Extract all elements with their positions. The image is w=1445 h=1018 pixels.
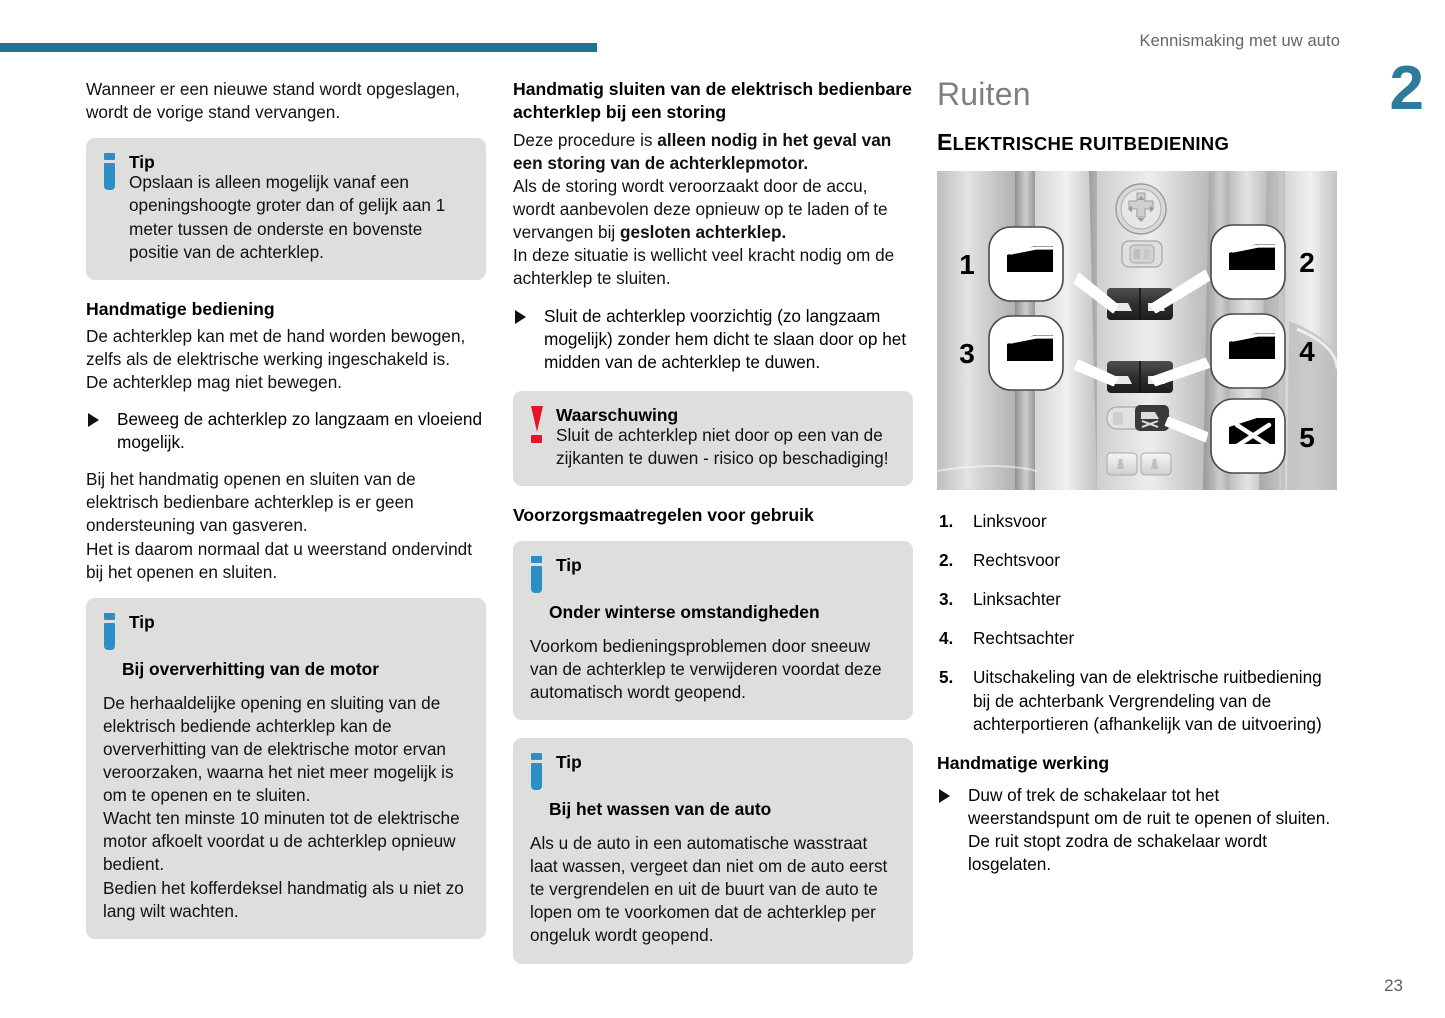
- tip-box-header: [103, 611, 469, 650]
- triangle-bullet-icon: [515, 310, 526, 324]
- warning-body: Sluit de achterklep niet door op een van de zijkanten te duwen - risico op beschadiging!: [556, 424, 889, 469]
- list-item-number: 2.: [939, 550, 954, 571]
- list-item-number: 4.: [939, 628, 954, 649]
- info-icon: [103, 151, 116, 190]
- paragraph-procedure-1-bold: alleen nodig in het geval van een storing van de achterklepmotor.: [513, 129, 892, 173]
- door-panel-window-switches-illustration: [937, 171, 1337, 490]
- list-item-label: Linksvoor: [973, 510, 1047, 531]
- tip-body: Voorkom bedieningsproblemen door sneeuw van de achterklep te verwijderen voordat deze automatisch wordt geopend.: [530, 635, 882, 703]
- paragraph-manual-1: De achterklep kan met de hand worden bewogen, zelfs als de elektrische werking ingeschakeld is.: [86, 325, 466, 369]
- paragraph-procedure-2-plain: Als de storing wordt veroorzaakt door de accu, wordt aanbevolen deze opnieuw op te laden of te vervangen bij: [513, 175, 888, 243]
- tip-title: Tip: [129, 611, 155, 632]
- list-item: [937, 549, 1337, 572]
- list-item: [937, 666, 1337, 735]
- chapter-number: 2: [1389, 54, 1423, 123]
- tip-box-winter: [513, 541, 913, 720]
- list-item-label: Uitschakeling van de elektrische ruitbediening bij de achterbank Vergrendeling van de achterportieren (afhankelijk van de uitvoering): [973, 667, 1322, 734]
- running-head: Kennismaking met uw auto: [1139, 32, 1340, 50]
- info-icon: [103, 611, 116, 650]
- tip-title: Tip: [556, 752, 582, 773]
- warning-title: Waarschuwing: [556, 404, 679, 425]
- header-accent-bar: [0, 43, 597, 52]
- tip-title: Tip: [129, 152, 155, 173]
- paragraph-manual-3: Bij het handmatig openen en sluiten van de elektrisch bedienbare achterklep is er geen ondersteuning van gasveren.: [86, 469, 416, 536]
- callout-number-3: 3: [959, 337, 975, 369]
- paragraph-procedure-1-plain: Deze procedure is: [513, 129, 658, 150]
- window-switch-legend-list: [937, 510, 1337, 736]
- info-icon: [530, 751, 543, 790]
- tip-box-header: [530, 751, 896, 790]
- paragraph-procedure-3: In deze situatie is wellicht veel kracht nodig om de achterklep te sluiten.: [513, 245, 895, 289]
- tip-body: Opslaan is alleen mogelijk vanaf een openingshoogte groter dan of gelijk aan 1 meter tussen de onderste en bovenste positie van de achterklep.: [129, 172, 446, 262]
- paragraph-procedure-2: [513, 175, 913, 244]
- heading-manual-operation: Handmatige bediening: [86, 298, 275, 319]
- list-item-label: Rechtsvoor: [973, 550, 1060, 571]
- bullet-text: Beweeg de achterklep zo langzaam en vloeiend mogelijk.: [117, 408, 482, 453]
- heading-precautions: Voorzorgsmaatregelen voor gebruik: [513, 505, 814, 526]
- bullet-text: Duw of trek de schakelaar tot het weerstandspunt om de ruit te openen of sluiten. De ruit stopt zodra de schakelaar wordt losgelaten.: [968, 784, 1331, 874]
- list-item: [937, 588, 1337, 611]
- bullet-window-switch: [937, 784, 1337, 877]
- heading-manual-operation-windows: Handmatige werking: [937, 752, 1110, 773]
- list-item-number: 5.: [939, 667, 954, 688]
- list-item-label: Rechtsachter: [973, 628, 1075, 649]
- column-one: [86, 78, 486, 957]
- info-icon: [530, 554, 543, 593]
- tip-title: Tip: [556, 555, 582, 576]
- paragraph-procedure-1: [513, 129, 913, 175]
- tip-box-car-wash: [513, 738, 913, 963]
- bullet-move-tailgate: [86, 408, 486, 454]
- section-title: Ruiten: [937, 76, 1031, 112]
- list-item-number: 3.: [939, 589, 954, 610]
- triangle-bullet-icon: [88, 413, 99, 427]
- subsection-title-first-letter: E: [937, 128, 953, 155]
- callout-number-4: 4: [1299, 335, 1315, 367]
- list-item: [937, 627, 1337, 650]
- tip-body: Als u de auto in een automatische wasstraat laat wassen, vergeet dan niet om de auto eerst te vergrendelen en uit de buurt van de auto te lopen om te voorkomen dat de achterklep per ongeluk wordt geopend.: [530, 832, 888, 946]
- tip-body-2: Wacht ten minste 10 minuten tot de elektrische motor afkoelt voordat u de achterklep opnieuw bedient.: [103, 808, 460, 875]
- list-item: [937, 510, 1337, 533]
- column-two: [513, 78, 913, 982]
- callout-number-5: 5: [1299, 421, 1315, 453]
- page-number: 23: [1384, 976, 1403, 995]
- tip-subtitle: Onder winterse omstandigheden: [549, 602, 820, 623]
- paragraph-manual-4: Het is daarom normaal dat u weerstand ondervindt bij het openen en sluiten.: [86, 538, 472, 582]
- tip-box-header: [530, 554, 896, 593]
- intro-paragraph: Wanneer er een nieuwe stand wordt opgeslagen, wordt de vorige stand vervangen.: [86, 79, 460, 123]
- tip-box-saving: [86, 138, 486, 280]
- list-item-number: 1.: [939, 510, 954, 531]
- subsection-title-rest: LEKTRISCHE RUITBEDIENING: [952, 132, 1230, 154]
- paragraph-procedure-2-bold: gesloten achterklep.: [620, 222, 787, 243]
- tip-subtitle: Bij oververhitting van de motor: [122, 658, 380, 679]
- triangle-bullet-icon: [939, 789, 950, 803]
- bullet-text: Sluit de achterklep voorzichtig (zo langzaam mogelijk) zonder hem dicht te slaan door op het midden van de achterklep te duwen.: [544, 305, 907, 372]
- bullet-close-tailgate: [513, 305, 913, 374]
- paragraph-manual-2: De achterklep mag niet bewegen.: [86, 371, 343, 392]
- heading-manual-close: Handmatig sluiten van de elektrisch bedienbare achterklep bij een storing: [513, 79, 912, 122]
- warning-icon: [530, 404, 543, 443]
- callout-number-2: 2: [1299, 246, 1315, 278]
- subsection-title: [937, 130, 1337, 155]
- tip-subtitle: Bij het wassen van de auto: [549, 799, 772, 820]
- tip-box-overheating: [86, 598, 486, 939]
- tip-body-1: De herhaaldelijke opening en sluiting van de elektrisch bediende achterklep kan de oververhitting van de elektrische motor ervan veroorzaken, waarna het niet meer mogelijk is om te openen en te sluiten.: [103, 692, 454, 806]
- warning-box: [513, 391, 913, 486]
- callout-number-1: 1: [959, 248, 975, 280]
- list-item-label: Linksachter: [973, 589, 1061, 610]
- tip-body-3: Bedien het kofferdeksel handmatig als u niet zo lang wilt wachten.: [103, 877, 464, 921]
- column-three: [937, 78, 1337, 890]
